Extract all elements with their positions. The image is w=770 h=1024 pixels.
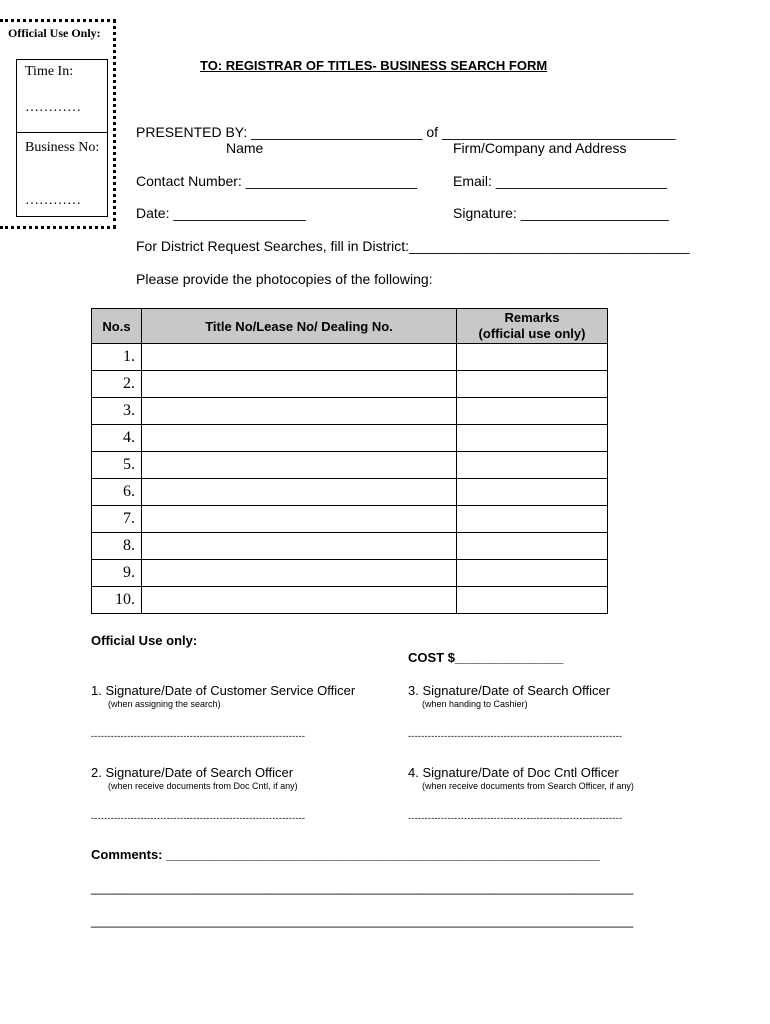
- official-box-border-right: [113, 19, 116, 229]
- header-title-no: Title No/Lease No/ Dealing No.: [142, 309, 457, 344]
- firm-caption: Firm/Company and Address: [453, 140, 627, 156]
- header-remarks-note: (official use only): [478, 326, 586, 341]
- remarks-cell[interactable]: [457, 506, 608, 533]
- table-row: [92, 452, 608, 479]
- row-number: 8.: [92, 533, 142, 560]
- row-number: 10.: [92, 587, 142, 614]
- row-number: 9.: [92, 560, 142, 587]
- sig3-label: 3. Signature/Date of Search Officer: [408, 683, 611, 698]
- district-field[interactable]: For District Request Searches, fill in District:____________________________________: [136, 238, 690, 254]
- sig4-line[interactable]: -----------------------------------------------------------------: [408, 813, 623, 823]
- remarks-cell[interactable]: [457, 452, 608, 479]
- remarks-cell[interactable]: [457, 533, 608, 560]
- name-caption: Name: [226, 140, 264, 156]
- row-number: 2.: [92, 371, 142, 398]
- title-no-cell[interactable]: [142, 398, 457, 425]
- title-no-cell[interactable]: [142, 587, 457, 614]
- official-use-title: Official Use Only:: [8, 26, 101, 40]
- sig4-label: 4. Signature/Date of Doc Cntl Officer: [408, 765, 619, 780]
- sig2-label: 2. Signature/Date of Search Officer: [91, 765, 294, 780]
- header-nos: No.s: [92, 309, 142, 344]
- sig4-note: (when receive documents from Search Officer, if any): [422, 781, 634, 791]
- header-remarks-label: Remarks: [504, 310, 560, 325]
- title-no-cell[interactable]: [142, 425, 457, 452]
- title-no-cell[interactable]: [142, 479, 457, 506]
- sig3-note: (when handing to Cashier): [422, 699, 528, 709]
- table-row: [92, 371, 608, 398]
- official-use-heading: Official Use only:: [91, 633, 198, 648]
- comments-field[interactable]: Comments: ____________________________________________________________: [91, 847, 600, 862]
- sig1-note: (when assigning the search): [108, 699, 221, 709]
- comment-line[interactable]: ___________________________________________________________________________: [91, 913, 634, 928]
- official-box-border-bottom: [0, 226, 116, 229]
- sig1-line[interactable]: -----------------------------------------------------------------: [91, 731, 306, 741]
- remarks-cell[interactable]: [457, 479, 608, 506]
- presented-by-line[interactable]: PRESENTED BY: ______________________ of ______________________________: [136, 124, 676, 140]
- table-row: [92, 533, 608, 560]
- title-no-cell[interactable]: [142, 344, 457, 371]
- table-row: [92, 479, 608, 506]
- sig2-note: (when receive documents from Doc Cntl, if any): [108, 781, 298, 791]
- signature-field[interactable]: Signature: ___________________: [453, 205, 669, 221]
- title-no-cell[interactable]: [142, 452, 457, 479]
- sig2-line[interactable]: -----------------------------------------------------------------: [91, 813, 306, 823]
- business-no-label: Business No:: [25, 140, 100, 155]
- table-row: [92, 506, 608, 533]
- photocopies-instruction: Please provide the photocopies of the following:: [136, 271, 433, 287]
- time-in-label: Time In:: [25, 64, 74, 79]
- row-number: 7.: [92, 506, 142, 533]
- row-number: 6.: [92, 479, 142, 506]
- title-no-cell[interactable]: [142, 506, 457, 533]
- table-row: [92, 560, 608, 587]
- row-number: 5.: [92, 452, 142, 479]
- table-row: [92, 587, 608, 614]
- business-no-value: …………: [25, 193, 81, 208]
- email-field[interactable]: Email: ______________________: [453, 173, 668, 189]
- remarks-cell[interactable]: [457, 398, 608, 425]
- official-box-border-top: [0, 19, 116, 22]
- header-remarks: [457, 309, 608, 344]
- sig3-line[interactable]: -----------------------------------------------------------------: [408, 731, 623, 741]
- title-search-table: [91, 308, 608, 614]
- title-no-cell[interactable]: [142, 560, 457, 587]
- row-number: 1.: [92, 344, 142, 371]
- time-in-value: …………: [25, 100, 81, 115]
- date-field[interactable]: Date: _________________: [136, 205, 306, 221]
- remarks-cell[interactable]: [457, 425, 608, 452]
- table-header-row: [92, 309, 608, 344]
- cost-field[interactable]: COST $_______________: [408, 650, 564, 665]
- sig1-label: 1. Signature/Date of Customer Service Officer: [91, 683, 356, 698]
- remarks-cell[interactable]: [457, 560, 608, 587]
- title-no-cell[interactable]: [142, 533, 457, 560]
- contact-number-field[interactable]: Contact Number: ______________________: [136, 173, 418, 189]
- row-number: 3.: [92, 398, 142, 425]
- remarks-cell[interactable]: [457, 371, 608, 398]
- remarks-cell[interactable]: [457, 587, 608, 614]
- row-number: 4.: [92, 425, 142, 452]
- official-use-divider: [17, 132, 107, 133]
- title-no-cell[interactable]: [142, 371, 457, 398]
- table-row: [92, 398, 608, 425]
- table-row: [92, 344, 608, 371]
- comment-line[interactable]: ___________________________________________________________________________: [91, 880, 634, 895]
- form-title: TO: REGISTRAR OF TITLES- BUSINESS SEARCH FORM: [200, 58, 548, 73]
- remarks-cell[interactable]: [457, 344, 608, 371]
- table-row: [92, 425, 608, 452]
